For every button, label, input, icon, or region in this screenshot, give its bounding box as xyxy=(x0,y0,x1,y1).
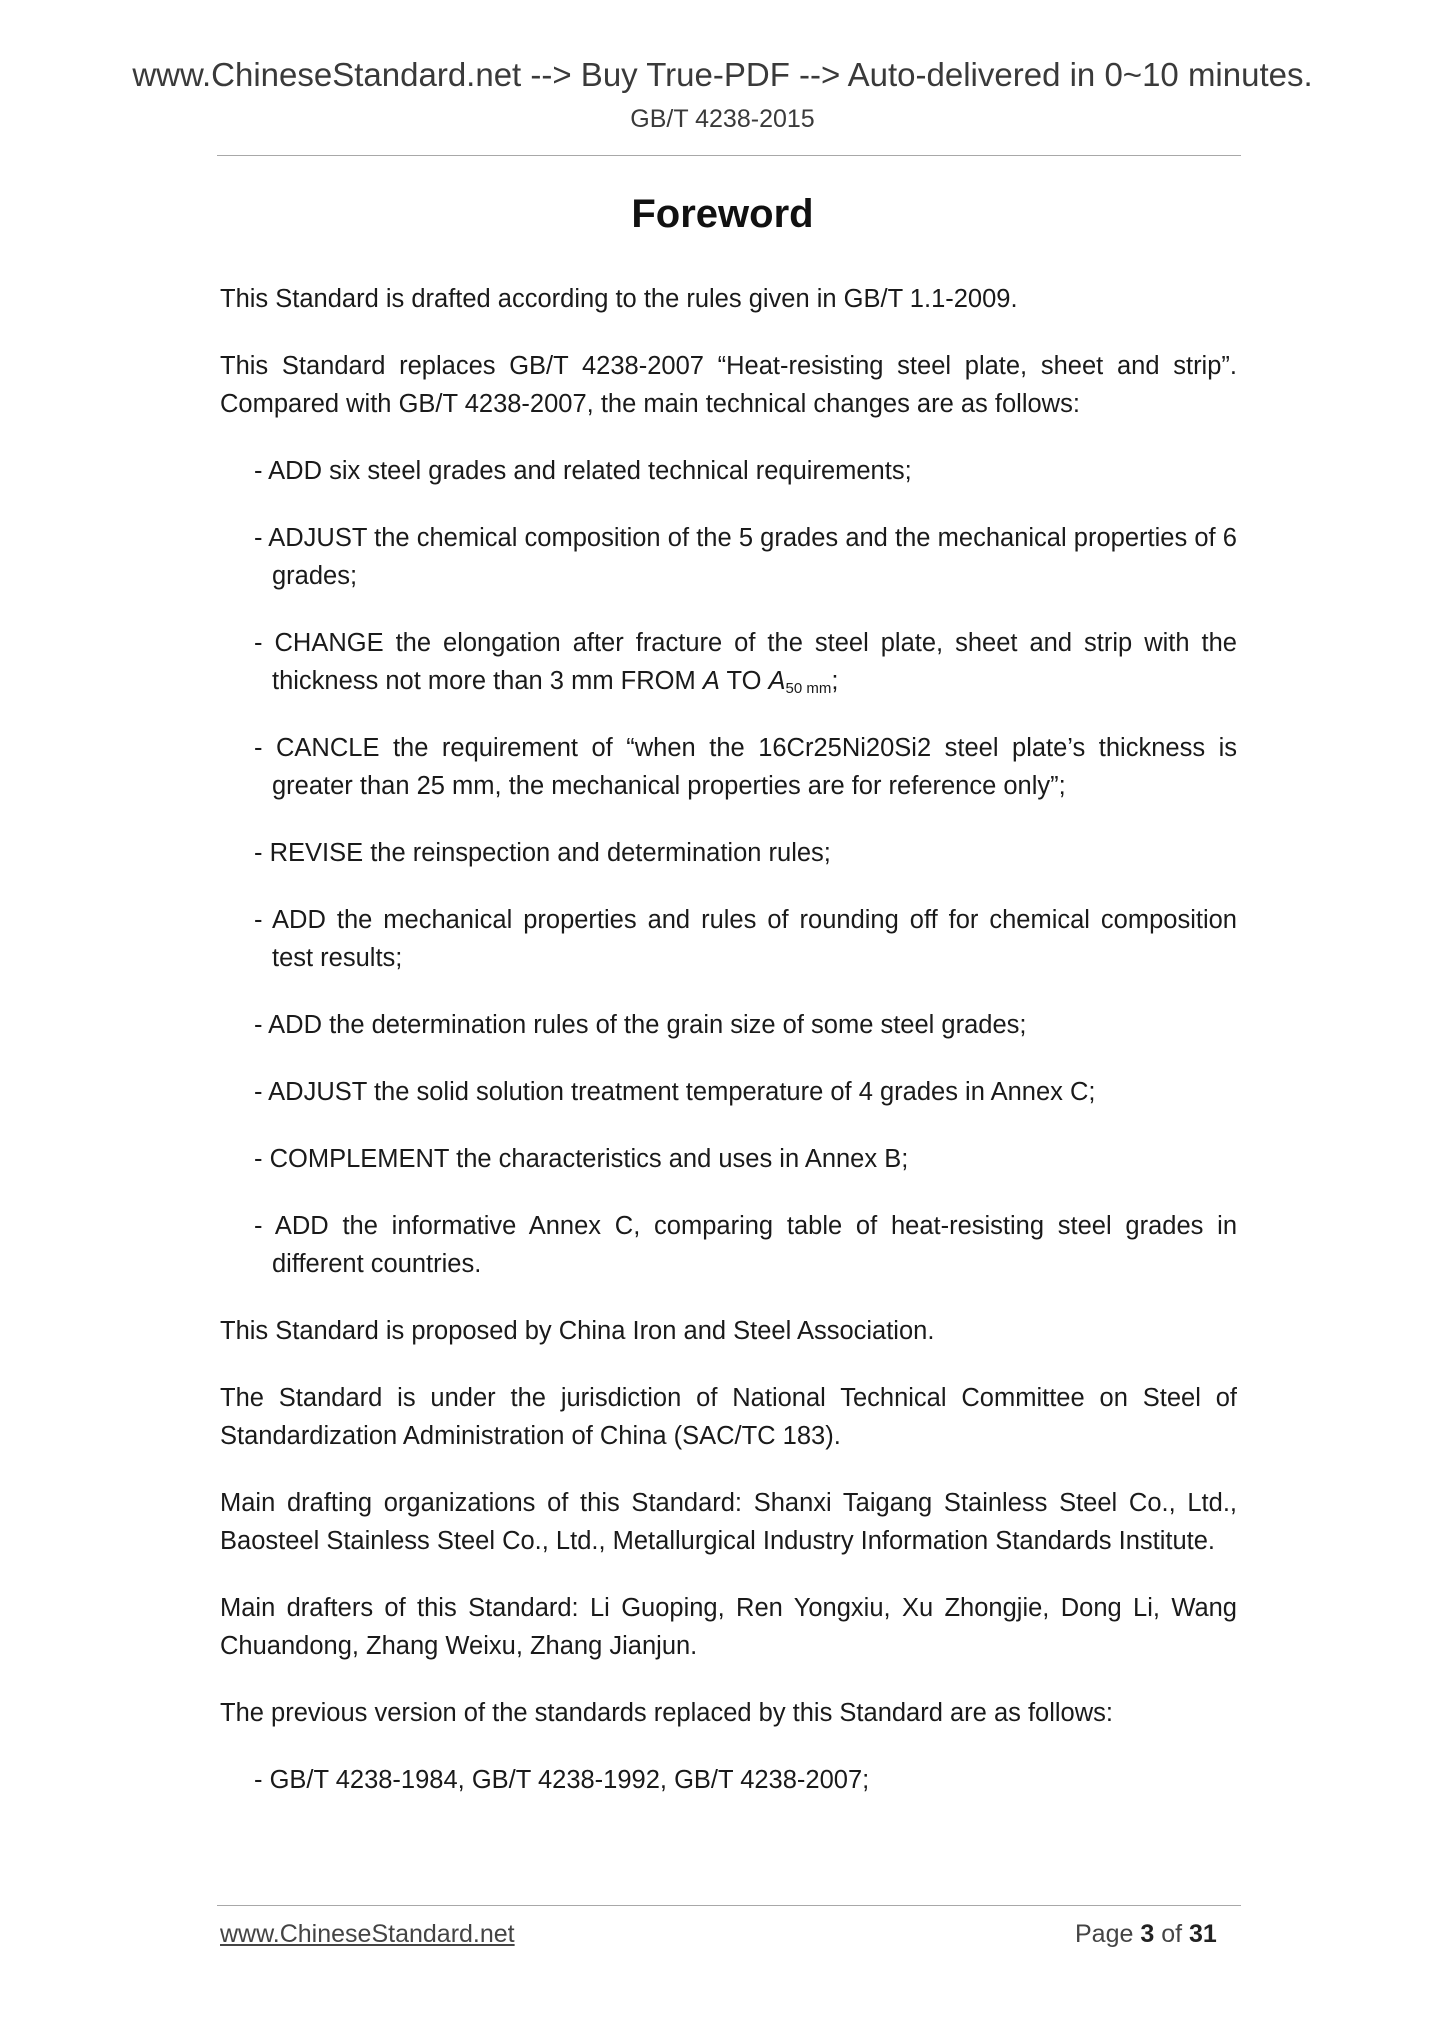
paragraph-proposed-by: This Standard is proposed by China Iron and Steel Association. xyxy=(220,1317,935,1345)
change-item: - ADD six steel grades and related technical requirements; xyxy=(254,457,912,485)
change-item xyxy=(220,624,1237,700)
current-page: 3 xyxy=(1140,1920,1155,1948)
paragraph-replaces: This Standard replaces GB/T 4238-2007 “Heat-resisting steel plate, sheet and strip”. Compared with GB/T 4238-2007, the main technical changes are as follows: xyxy=(220,352,1237,418)
page-word: Page xyxy=(1075,1920,1134,1948)
change-item: - CANCLE the requirement of “when the 16Cr25Ni20Si2 steel plate’s thickness is greater than 25 mm, the mechanical properties are for reference only”; xyxy=(254,734,1237,800)
footer-divider xyxy=(217,1905,1241,1906)
change-item: - ADJUST the solid solution treatment temperature of 4 grades in Annex C; xyxy=(254,1078,1096,1106)
document-body xyxy=(220,280,1237,1828)
of-word: of xyxy=(1161,1920,1183,1948)
total-pages: 31 xyxy=(1189,1920,1217,1948)
document-id: GB/T 4238-2015 xyxy=(630,105,815,133)
change-end: ; xyxy=(831,667,839,695)
change-item: - ADD the informative Annex C, comparing table of heat-resisting steel grades in different countries. xyxy=(254,1212,1237,1278)
subscript-50mm: 50 mm xyxy=(785,680,832,697)
page-title: Foreword xyxy=(631,192,814,236)
previous-version-item: - GB/T 4238-1984, GB/T 4238-1992, GB/T 4238-2007; xyxy=(254,1766,870,1794)
change-item: - COMPLEMENT the characteristics and uses in Annex B; xyxy=(254,1145,909,1173)
change-item: - REVISE the reinspection and determination rules; xyxy=(254,839,831,867)
paragraph-jurisdiction: The Standard is under the jurisdiction of National Technical Committee on Steel of Standardization Administration of China (SAC/TC 183). xyxy=(220,1384,1237,1450)
paragraph-drafters: Main drafters of this Standard: Li Guoping, Ren Yongxiu, Xu Zhongjie, Dong Li, Wang Chuandong, Zhang Weixu, Zhang Jianjun. xyxy=(220,1594,1237,1660)
change-text: - CHANGE the elongation after fracture of the steel plate, sheet and strip with the thickness not more than 3 mm FROM xyxy=(254,629,1237,695)
header-divider xyxy=(217,155,1241,156)
symbol-a50: A xyxy=(768,667,786,695)
symbol-a: A xyxy=(702,667,720,695)
paragraph-drafting-rules: This Standard is drafted according to the rules given in GB/T 1.1-2009. xyxy=(220,285,1018,313)
to-word: TO xyxy=(726,667,762,695)
paragraph-drafting-organizations: Main drafting organizations of this Standard: Shanxi Taigang Stainless Steel Co., Ltd., Baosteel Stainless Steel Co., Ltd., Metallurgical Industry Information Standards Institute. xyxy=(220,1489,1237,1555)
footer-site-link[interactable]: www.ChineseStandard.net xyxy=(220,1920,515,1948)
paragraph-previous-versions: The previous version of the standards replaced by this Standard are as follows: xyxy=(220,1699,1113,1727)
change-item: - ADD the determination rules of the grain size of some steel grades; xyxy=(254,1011,1027,1039)
header-banner: www.ChineseStandard.net --> Buy True-PDF --> Auto-delivered in 0~10 minutes. xyxy=(132,56,1313,93)
page-counter xyxy=(1075,1922,1217,1947)
change-item: - ADJUST the chemical composition of the 5 grades and the mechanical properties of 6 grades; xyxy=(254,524,1237,590)
change-item: - ADD the mechanical properties and rules of rounding off for chemical composition test results; xyxy=(254,906,1237,972)
